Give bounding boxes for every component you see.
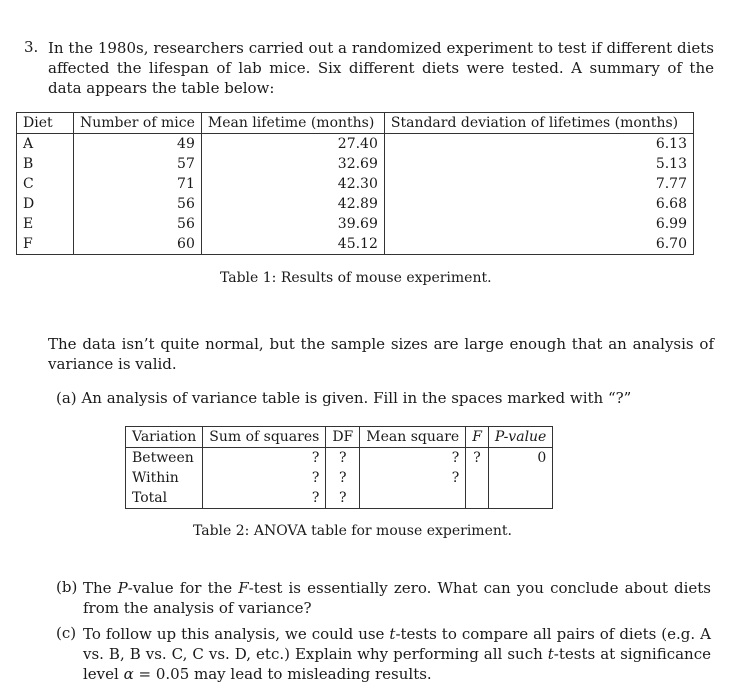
question-intro: In the 1980s, researchers carried out a randomized experiment to test if different diets affected the lifespan of lab mice. Six different diets were tested. A summary of the data appears the table below: [48,39,714,97]
cell-mean: 45.12 [201,234,384,255]
cell-sd: 5.13 [384,154,693,174]
normality-paragraph: The data isn’t quite normal, but the sample sizes are large enough that an analysis of variance is valid. [48,335,714,373]
col-header-df: DF [326,427,360,448]
cell-f [466,488,489,509]
cell-number: 71 [74,174,202,194]
col-header-pvalue: P-value [488,427,552,448]
cell-sd: 6.99 [384,214,693,234]
cell-diet: E [17,214,74,234]
p-symbol: P [117,579,128,597]
cell-mean: 27.40 [201,134,384,155]
col-header-variation: Variation [126,427,203,448]
cell-pvalue [488,468,552,488]
col-header-diet: Diet [17,113,74,134]
cell-number: 60 [74,234,202,255]
part-b-text [83,578,711,618]
table-row [17,194,694,214]
part-b-label: (b) [56,578,78,596]
cell-mean: 39.69 [201,214,384,234]
part-a-text: An analysis of variance table is given. Fill in the spaces marked with “?” [81,389,632,407]
part-c-text-2: -tests to compare all pairs of diets (e.g. A vs. B, B vs. C, C vs. D, etc.) Explain why performing all such [83,625,711,663]
question-number: 3. [24,38,39,56]
col-header-ss: Sum of squares [203,427,326,448]
cell-df: ? [326,468,360,488]
part-b-text-1: The [83,579,118,597]
part-c-label: (c) [56,624,77,642]
cell-df: ? [326,448,360,469]
table-header-row [126,427,553,448]
table-row [17,134,694,155]
part-c-text-4: = 0.05 may lead to misleading results. [133,665,432,683]
col-header-f: F [466,427,489,448]
part-c-text-1: To follow up this analysis, we could use [83,625,390,643]
cell-number: 56 [74,214,202,234]
table-row [126,488,553,509]
col-header-sd: Standard deviation of lifetimes (months) [384,113,693,134]
cell-f [466,468,489,488]
cell-variation: Within [126,468,203,488]
cell-df: ? [326,488,360,509]
alpha-symbol: α [123,665,134,683]
cell-diet: B [17,154,74,174]
cell-mean: 32.69 [201,154,384,174]
table-header-row [17,113,694,134]
cell-ss: ? [203,488,326,509]
part-c-text [83,624,711,684]
table1-caption: Table 1: Results of mouse experiment. [220,270,492,286]
cell-sd: 6.70 [384,234,693,255]
cell-diet: C [17,174,74,194]
table-row [17,154,694,174]
cell-sd: 6.68 [384,194,693,214]
cell-variation: Total [126,488,203,509]
cell-pvalue [488,488,552,509]
cell-diet: A [17,134,74,155]
cell-ms: ? [360,448,466,469]
cell-diet: F [17,234,74,255]
cell-number: 56 [74,194,202,214]
cell-mean: 42.89 [201,194,384,214]
cell-f: ? [466,448,489,469]
part-a-label: (a) [56,389,77,407]
part-b-text-2: -value for the [127,579,239,597]
table2-caption: Table 2: ANOVA table for mouse experiment. [193,523,512,539]
cell-ms: ? [360,468,466,488]
diet-summary-table [16,112,694,255]
cell-mean: 42.30 [201,174,384,194]
table-row [17,234,694,255]
cell-pvalue: 0 [488,448,552,469]
cell-diet: D [17,194,74,214]
cell-ss: ? [203,468,326,488]
part-b-text-3: -test is essentially zero. What can you conclude about diets from the analysis of variance? [83,579,711,617]
cell-ss: ? [203,448,326,469]
anova-table [125,426,553,509]
cell-variation: Between [126,448,203,469]
cell-sd: 6.13 [384,134,693,155]
f-symbol: F [238,579,249,597]
col-header-number: Number of mice [74,113,202,134]
cell-number: 57 [74,154,202,174]
table-row [126,448,553,469]
cell-ms [360,488,466,509]
table-row [17,214,694,234]
cell-number: 49 [74,134,202,155]
part-c-text-3: -tests at significance level [83,645,711,683]
t-symbol: t [547,645,554,663]
table-row [126,468,553,488]
cell-sd: 7.77 [384,174,693,194]
col-header-ms: Mean square [360,427,466,448]
t-symbol: t [389,625,396,643]
col-header-mean: Mean lifetime (months) [201,113,384,134]
table-row [17,174,694,194]
part-a [56,389,631,407]
